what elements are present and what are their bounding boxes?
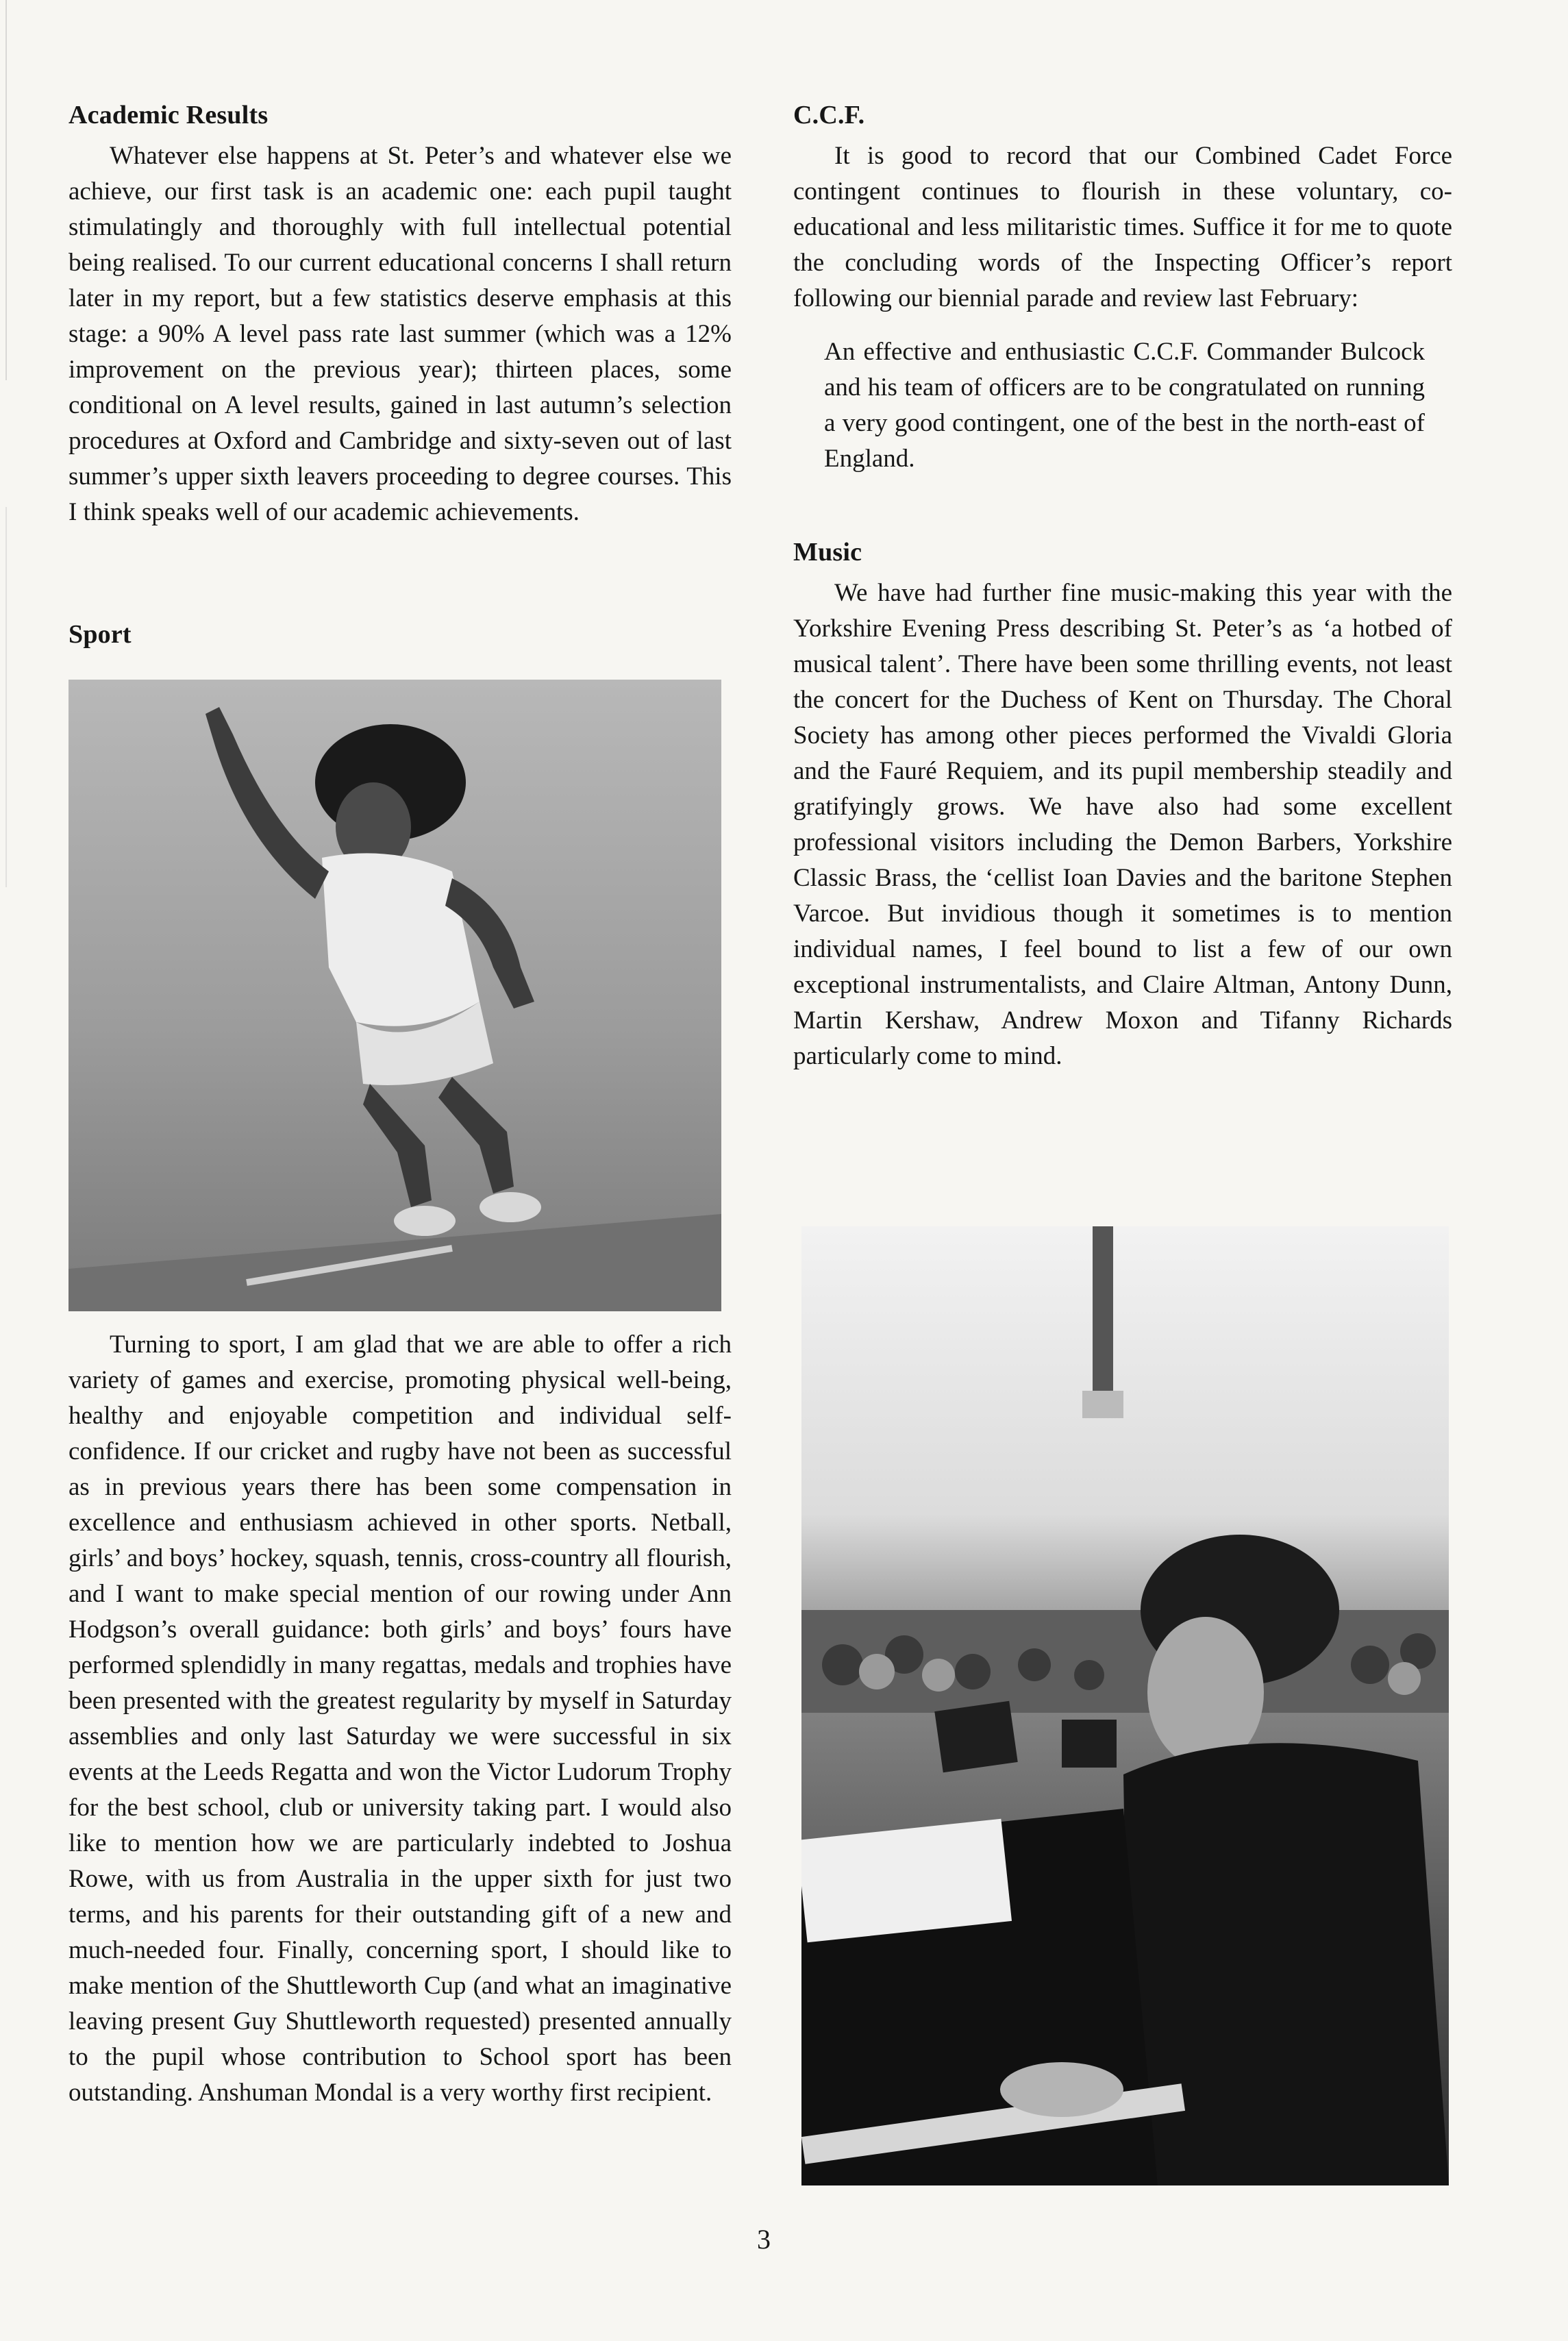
music-heading: Music	[793, 538, 862, 567]
ccf-heading: C.C.F.	[793, 101, 865, 129]
page-number: 3	[757, 2224, 771, 2255]
ccf-paragraph: It is good to record that our Combined Cadet Force contingent continues to flourish in these voluntary, co-educational and less militaristic times. Suffice it for me to quote the concluding words of the Inspecting Officer’s report following our biennial parade and review last February:	[793, 142, 1452, 312]
music-section	[793, 534, 1452, 1074]
sport-paragraph: Turning to sport, I am glad that we are able to offer a rich variety of games and exercise, promoting physical well-being, healthy and enjoyable competition and individual self-confidence. If our cricket and rugby have not been as successful as in previous years there has been some compensation in excellence and enthusiasm achieved in other sports. Netball, girls’ and boys’ hockey, squash, tennis, cross-country all flourish, and I want to make special mention of our rowing under Ann Hodgson’s overall guidance: both girls’ and boys’ fours have performed splendidly in many regattas, medals and trophies have been presented with the greatest regularity by myself in Saturday assemblies and only last Saturday we were successful in six events at the Leeds Regatta and won the Victor Ludorum Trophy for the best school, club or university taking part. I would also like to mention how we are particularly indebted to Joshua Rowe, with us from Australia in the upper sixth for just two terms, and his parents for their outstanding gift of a new and much-needed four. Finally, concerning sport, I should like to make mention of the Shuttleworth Cup (and what an imaginative leaving present Guy Shuttleworth requested) presented annually to the pupil whose contribution to School sport has been outstanding. Anshuman Mondal is a very worthy first recipient.	[69, 1330, 732, 2107]
sport-heading: Sport	[69, 620, 132, 649]
academic-section	[69, 97, 732, 530]
sport-section	[69, 617, 732, 652]
academic-paragraph: Whatever else happens at St. Peter’s and whatever else we achieve, our first task is an academic one: each pupil taught stimulatingly and thoroughly with full intellectual potential being realised. To our current educational concerns I shall return later in my report, but a few statistics deserve emphasis at this stage: a 90% A level pass rate last summer (which was a 12% improvement on the previous year); thirteen places, some conditional on A level results, gained in last autumn’s selection procedures at Oxford and Cambridge and sixty-seven out of last summer’s upper sixth leavers proceeding to degree courses. This I think speaks well of our academic achievements.	[69, 142, 732, 526]
ccf-section	[793, 97, 1452, 477]
scan-edge-mark	[5, 0, 7, 1267]
music-paragraph: We have had further fine music-making this year with the Yorkshire Evening Press describing St. Peter’s as ‘a hotbed of musical talent’. There have been some thrilling events, not least the concert for the Duchess of Kent on Thursday. The Choral Society has among other pieces performed the Vivaldi Gloria and the Fauré Requiem, and its pupil membership steadily and gratifyingly grows. We have also had some excellent professional visitors including the Demon Barbers, Yorkshire Classic Brass, the ‘cellist Ioan Davies and the baritone Stephen Varcoe. But invidious though it sometimes is to mention individual names, I feel bound to list a few of our own exceptional instrumentalists, and Claire Altman, Antony Dunn, Martin Kershaw, Andrew Moxon and Tifanny Richards particularly come to mind.	[793, 579, 1452, 1070]
academic-heading: Academic Results	[69, 101, 269, 129]
athlete-jump-photo	[69, 680, 721, 1311]
ccf-quote-text: An effective and enthusiastic C.C.F. Commander Bulcock and his team of officers are to be congratulated on running a very good contingent, one of the best in the north-east of England.	[824, 338, 1425, 473]
pianist-orchestra-photo	[801, 1226, 1449, 2185]
ccf-quote	[824, 334, 1425, 477]
sport-text-block	[69, 1327, 732, 2111]
